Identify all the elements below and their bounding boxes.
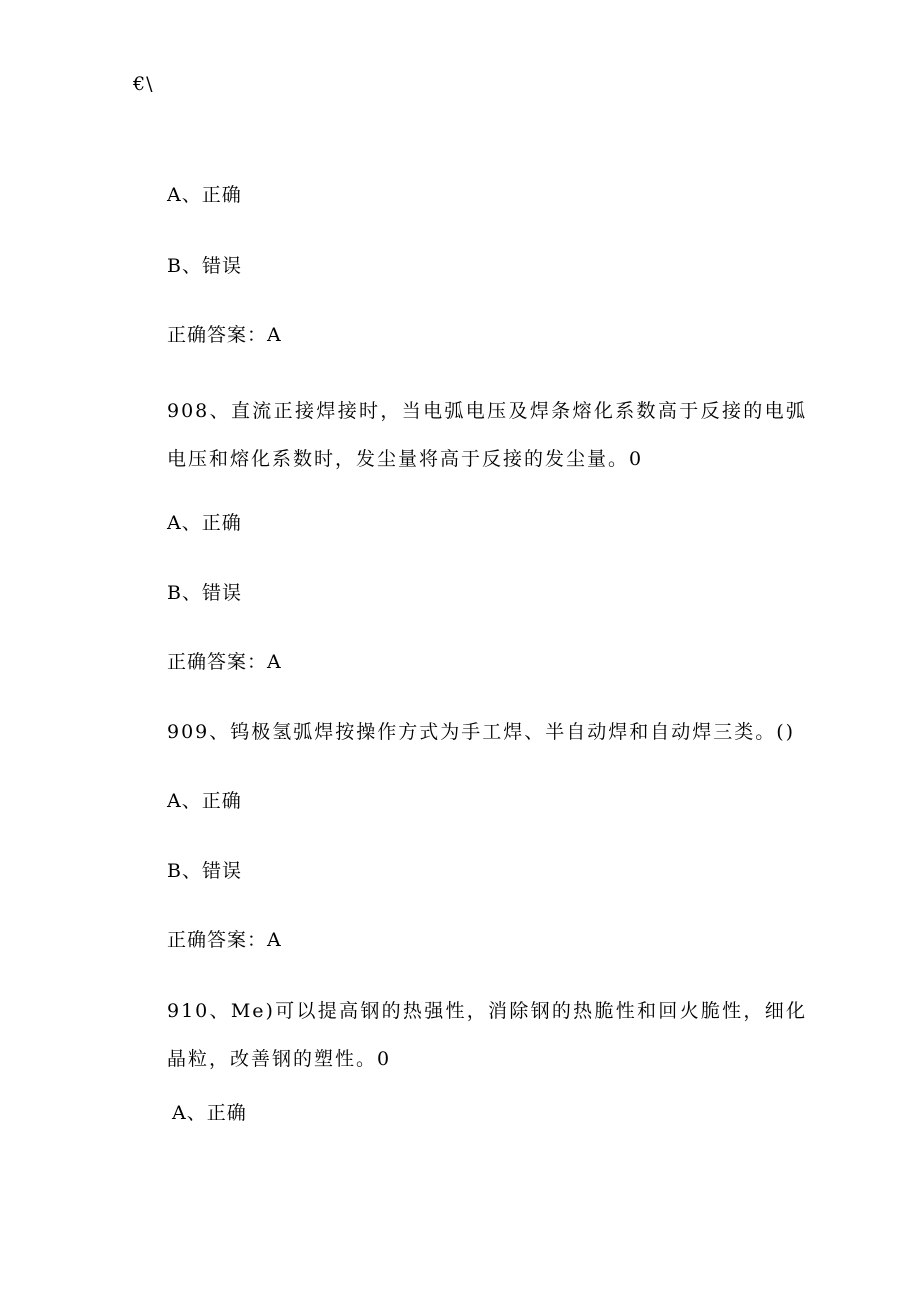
option-a: A、正确 xyxy=(167,790,242,812)
correct-answer: 正确答案：A xyxy=(167,651,282,673)
option-a: A、正确 xyxy=(167,512,242,534)
option-b: B、错误 xyxy=(167,860,242,882)
option-b: B、错误 xyxy=(167,255,242,277)
option-b: B、错误 xyxy=(167,582,242,604)
question-908: 908、直流正接焊接时，当电弧电压及焊条熔化系数高于反接的电弧电压和熔化系数时，发尘量将高于反接的发尘量。0 xyxy=(167,400,807,470)
option-a: A、正确 xyxy=(167,184,242,206)
correct-answer: 正确答案：A xyxy=(167,324,282,346)
correct-answer: 正确答案：A xyxy=(167,929,282,951)
question-909: 909、钨极氢弧焊按操作方式为手工焊、半自动焊和自动焊三类。() xyxy=(167,721,796,743)
option-a: A、正确 xyxy=(172,1102,247,1124)
text-fragment: €\ xyxy=(133,73,154,95)
question-910: 910、Me)可以提高钢的热强性，消除钢的热脆性和回火脆性，细化晶粒，改善钢的塑性。0 xyxy=(167,1000,807,1070)
